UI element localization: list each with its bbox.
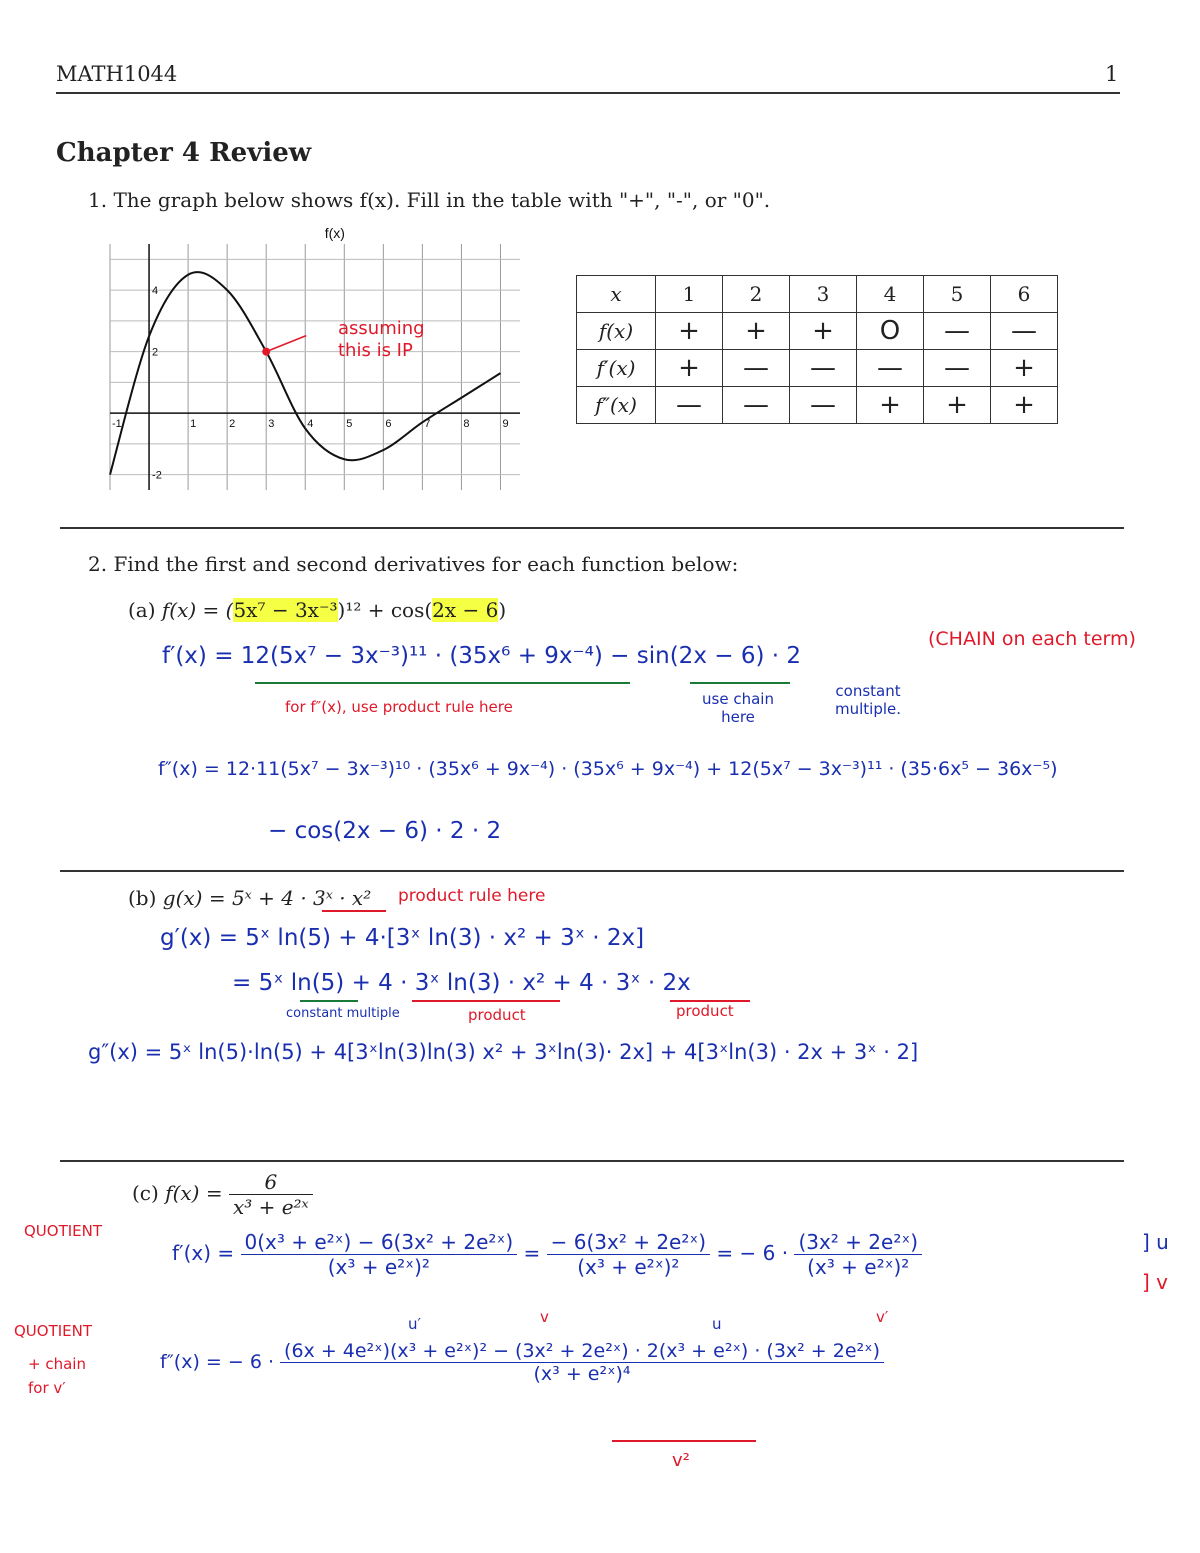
x-tick-label: 7 [424, 418, 431, 431]
u-marker: ] u [1142, 1230, 1169, 1254]
q2a-second-derivative-line1: f″(x) = 12·11(5x⁷ − 3x⁻³)¹⁰ · (35x⁶ + 9x⁻⁴) · (35x⁶ + 9x⁻⁴) + 12(5x⁷ − 3x⁻³)¹¹ · (35·6x⁵ − 36x⁻⁵) [158, 758, 1058, 780]
graph-grid [110, 244, 520, 490]
sign-table-header-row [577, 276, 1058, 313]
q2c-f1-eq2: = − 6 · [716, 1241, 789, 1265]
x-tick-label: 4 [307, 418, 314, 431]
constant-multiple-label: constant multiple [286, 1006, 400, 1021]
q2c-f1-num1: 0(x³ + e²ˣ) − 6(3x² + 2e²ˣ) [244, 1230, 514, 1254]
sign-cell: + [991, 350, 1058, 387]
q2c-f1-eq: = [523, 1241, 541, 1265]
section-divider [60, 1160, 1124, 1162]
chain-for-v-note: + chain for v′ [28, 1355, 86, 1397]
x-tick-label: 8 [463, 418, 470, 431]
q2c-f1-fraction1 [241, 1230, 518, 1279]
sign-cell: — [991, 313, 1058, 350]
q2c-numerator: 6 [264, 1170, 278, 1194]
q2b-first-derivative-line2: = 5ˣ ln(5) + 4 · 3ˣ ln(3) · x² + 4 · 3ˣ · 2x [232, 970, 691, 996]
sign-table-header: 6 [991, 276, 1058, 313]
sign-cell: + [723, 313, 790, 350]
q2c-denominator: x³ + e²ˣ [229, 1194, 313, 1219]
graph-title: f(x) [324, 225, 345, 241]
sign-cell: — [790, 387, 857, 424]
sign-table-header: 4 [857, 276, 924, 313]
x-tick-label: 6 [385, 418, 392, 431]
q2c-f1-num3: (3x² + 2e²ˣ) [798, 1230, 919, 1254]
sign-cell: + [857, 387, 924, 424]
q2c-function [132, 1170, 313, 1219]
q2c-f2-lhs: f″(x) = − 6 · [160, 1351, 274, 1373]
q2c-f1-fraction2 [547, 1230, 710, 1279]
sign-cell: — [790, 350, 857, 387]
q2a-first-derivative: f′(x) = 12(5x⁷ − 3x⁻³)¹¹ · (35x⁶ + 9x⁻⁴) − sin(2x − 6) · 2 [162, 643, 801, 669]
q2a-second-derivative-line2: − cos(2x − 6) · 2 · 2 [268, 818, 502, 844]
sign-cell: + [924, 387, 991, 424]
label-v-squared: v² [672, 1450, 690, 1471]
q2a-inner-highlight: 5x⁷ − 3x⁻³ [233, 598, 338, 622]
product-underline [322, 910, 386, 912]
ip-annotation: assuming this is IP [338, 318, 425, 361]
v-squared-brace [612, 1440, 756, 1442]
product-rule-brace [255, 682, 630, 684]
v-marker: ] v [1142, 1270, 1168, 1294]
sign-cell: — [924, 313, 991, 350]
chain-note: (CHAIN on each term) [928, 628, 1136, 650]
x-tick-label: 2 [229, 418, 236, 431]
sign-cell: — [924, 350, 991, 387]
sign-cell: — [857, 350, 924, 387]
y-tick-label: 2 [152, 346, 159, 359]
constant-multiple-note: constant multiple. [834, 682, 902, 718]
header-rule [56, 92, 1120, 94]
y-tick-label: -2 [152, 469, 162, 482]
q2a-lhs: f(x) = ( [161, 598, 234, 622]
x-tick-label: 9 [502, 418, 509, 431]
sign-table-header: 1 [656, 276, 723, 313]
sign-table-row [577, 350, 1058, 387]
product-label: product [676, 1002, 734, 1020]
sign-cell: + [790, 313, 857, 350]
quotient-note: QUOTIENT [14, 1322, 93, 1340]
section-divider [60, 870, 1124, 872]
course-code: MATH1044 [56, 62, 178, 86]
x-tick-label: 3 [268, 418, 275, 431]
q2a-label: (a) [128, 598, 156, 622]
q2c-fraction [229, 1170, 313, 1219]
label-v: v [540, 1308, 549, 1326]
q2c-lhs: f(x) = [165, 1181, 223, 1205]
row-label: f(x) [577, 313, 656, 350]
q1-prompt: 1. The graph below shows f(x). Fill in the table with "+", "-", or "0". [88, 188, 771, 212]
q2c-f1-den2: (x³ + e²ˣ)² [547, 1254, 710, 1279]
q2c-f1-den1: (x³ + e²ˣ)² [241, 1254, 518, 1279]
sign-cell: O [857, 313, 924, 350]
product-rule-here-note: product rule here [398, 886, 546, 906]
section-divider [60, 527, 1124, 529]
row-label: f″(x) [577, 387, 656, 424]
graph-tick-labels [112, 285, 509, 482]
q2b-first-derivative-line1: g′(x) = 5ˣ ln(5) + 4·[3ˣ ln(3) · x² + 3ˣ · 2x] [160, 925, 645, 951]
sign-cell: — [723, 387, 790, 424]
sign-cell: + [656, 350, 723, 387]
sign-table [576, 275, 1058, 424]
sign-table-row [577, 387, 1058, 424]
q2b-expression: g(x) = 5ˣ + 4 · 3ˣ · x² [162, 886, 372, 910]
sign-table-header: 3 [790, 276, 857, 313]
x-tick-label: -1 [112, 418, 122, 431]
x-tick-label: 5 [346, 418, 353, 431]
sign-table-header: x [577, 276, 656, 313]
sign-cell: — [723, 350, 790, 387]
q1-graph [100, 222, 530, 502]
q2c-second-derivative [160, 1340, 884, 1385]
label-v-prime: v′ [876, 1308, 889, 1326]
sign-cell: — [656, 387, 723, 424]
q2c-label: (c) [132, 1181, 159, 1205]
q2c-first-derivative [172, 1230, 922, 1279]
graph-axes [110, 244, 520, 490]
q2c-f1-lhs: f′(x) = [172, 1241, 235, 1265]
q2a-end: ) [498, 598, 507, 622]
q2a-mid: )¹² + cos( [337, 598, 433, 622]
q2a-function [128, 598, 506, 622]
x-tick-label: 1 [190, 418, 197, 431]
q2c-f2-den: (x³ + e²ˣ)⁴ [280, 1362, 884, 1385]
q2b-label: (b) [128, 886, 157, 910]
q2c-f1-fraction3 [794, 1230, 922, 1279]
sign-cell: + [656, 313, 723, 350]
q2-prompt: 2. Find the first and second derivatives for each function below: [88, 552, 739, 576]
q2c-f1-den3: (x³ + e²ˣ)² [794, 1254, 922, 1279]
product-rule-note: for f″(x), use product rule here [285, 698, 513, 716]
chain-brace [690, 682, 790, 684]
constant-multiple-brace [300, 1000, 358, 1002]
sign-table-header: 5 [924, 276, 991, 313]
y-tick-label: 4 [152, 285, 159, 298]
q2c-f2-fraction [280, 1340, 884, 1385]
product-underline [412, 1000, 560, 1002]
sign-table-row [577, 313, 1058, 350]
sign-table-header: 2 [723, 276, 790, 313]
product-label: product [468, 1006, 526, 1024]
q2a-cos-highlight: 2x − 6 [432, 598, 499, 622]
page-number: 1 [1105, 62, 1119, 86]
q2c-f2-num: (6x + 4e²ˣ)(x³ + e²ˣ)² − (3x² + 2e²ˣ) · 2(x³ + e²ˣ) · (3x² + 2e²ˣ) [284, 1340, 881, 1362]
row-label: f′(x) [577, 350, 656, 387]
q2b-second-derivative: g″(x) = 5ˣ ln(5)·ln(5) + 4[3ˣln(3)ln(3) x² + 3ˣln(3)· 2x] + 4[3ˣln(3) · 2x + 3ˣ · 2] [88, 1040, 919, 1064]
sign-cell: + [991, 387, 1058, 424]
page-title: Chapter 4 Review [56, 138, 312, 168]
q2b-function [128, 886, 371, 910]
q2c-f1-num2: − 6(3x² + 2e²ˣ) [550, 1230, 707, 1254]
label-u: u [712, 1315, 722, 1333]
quotient-note: QUOTIENT [24, 1222, 103, 1240]
annotation-arrow [266, 336, 306, 352]
label-u-prime: u′ [408, 1315, 421, 1333]
use-chain-note: use chain here [702, 690, 774, 726]
